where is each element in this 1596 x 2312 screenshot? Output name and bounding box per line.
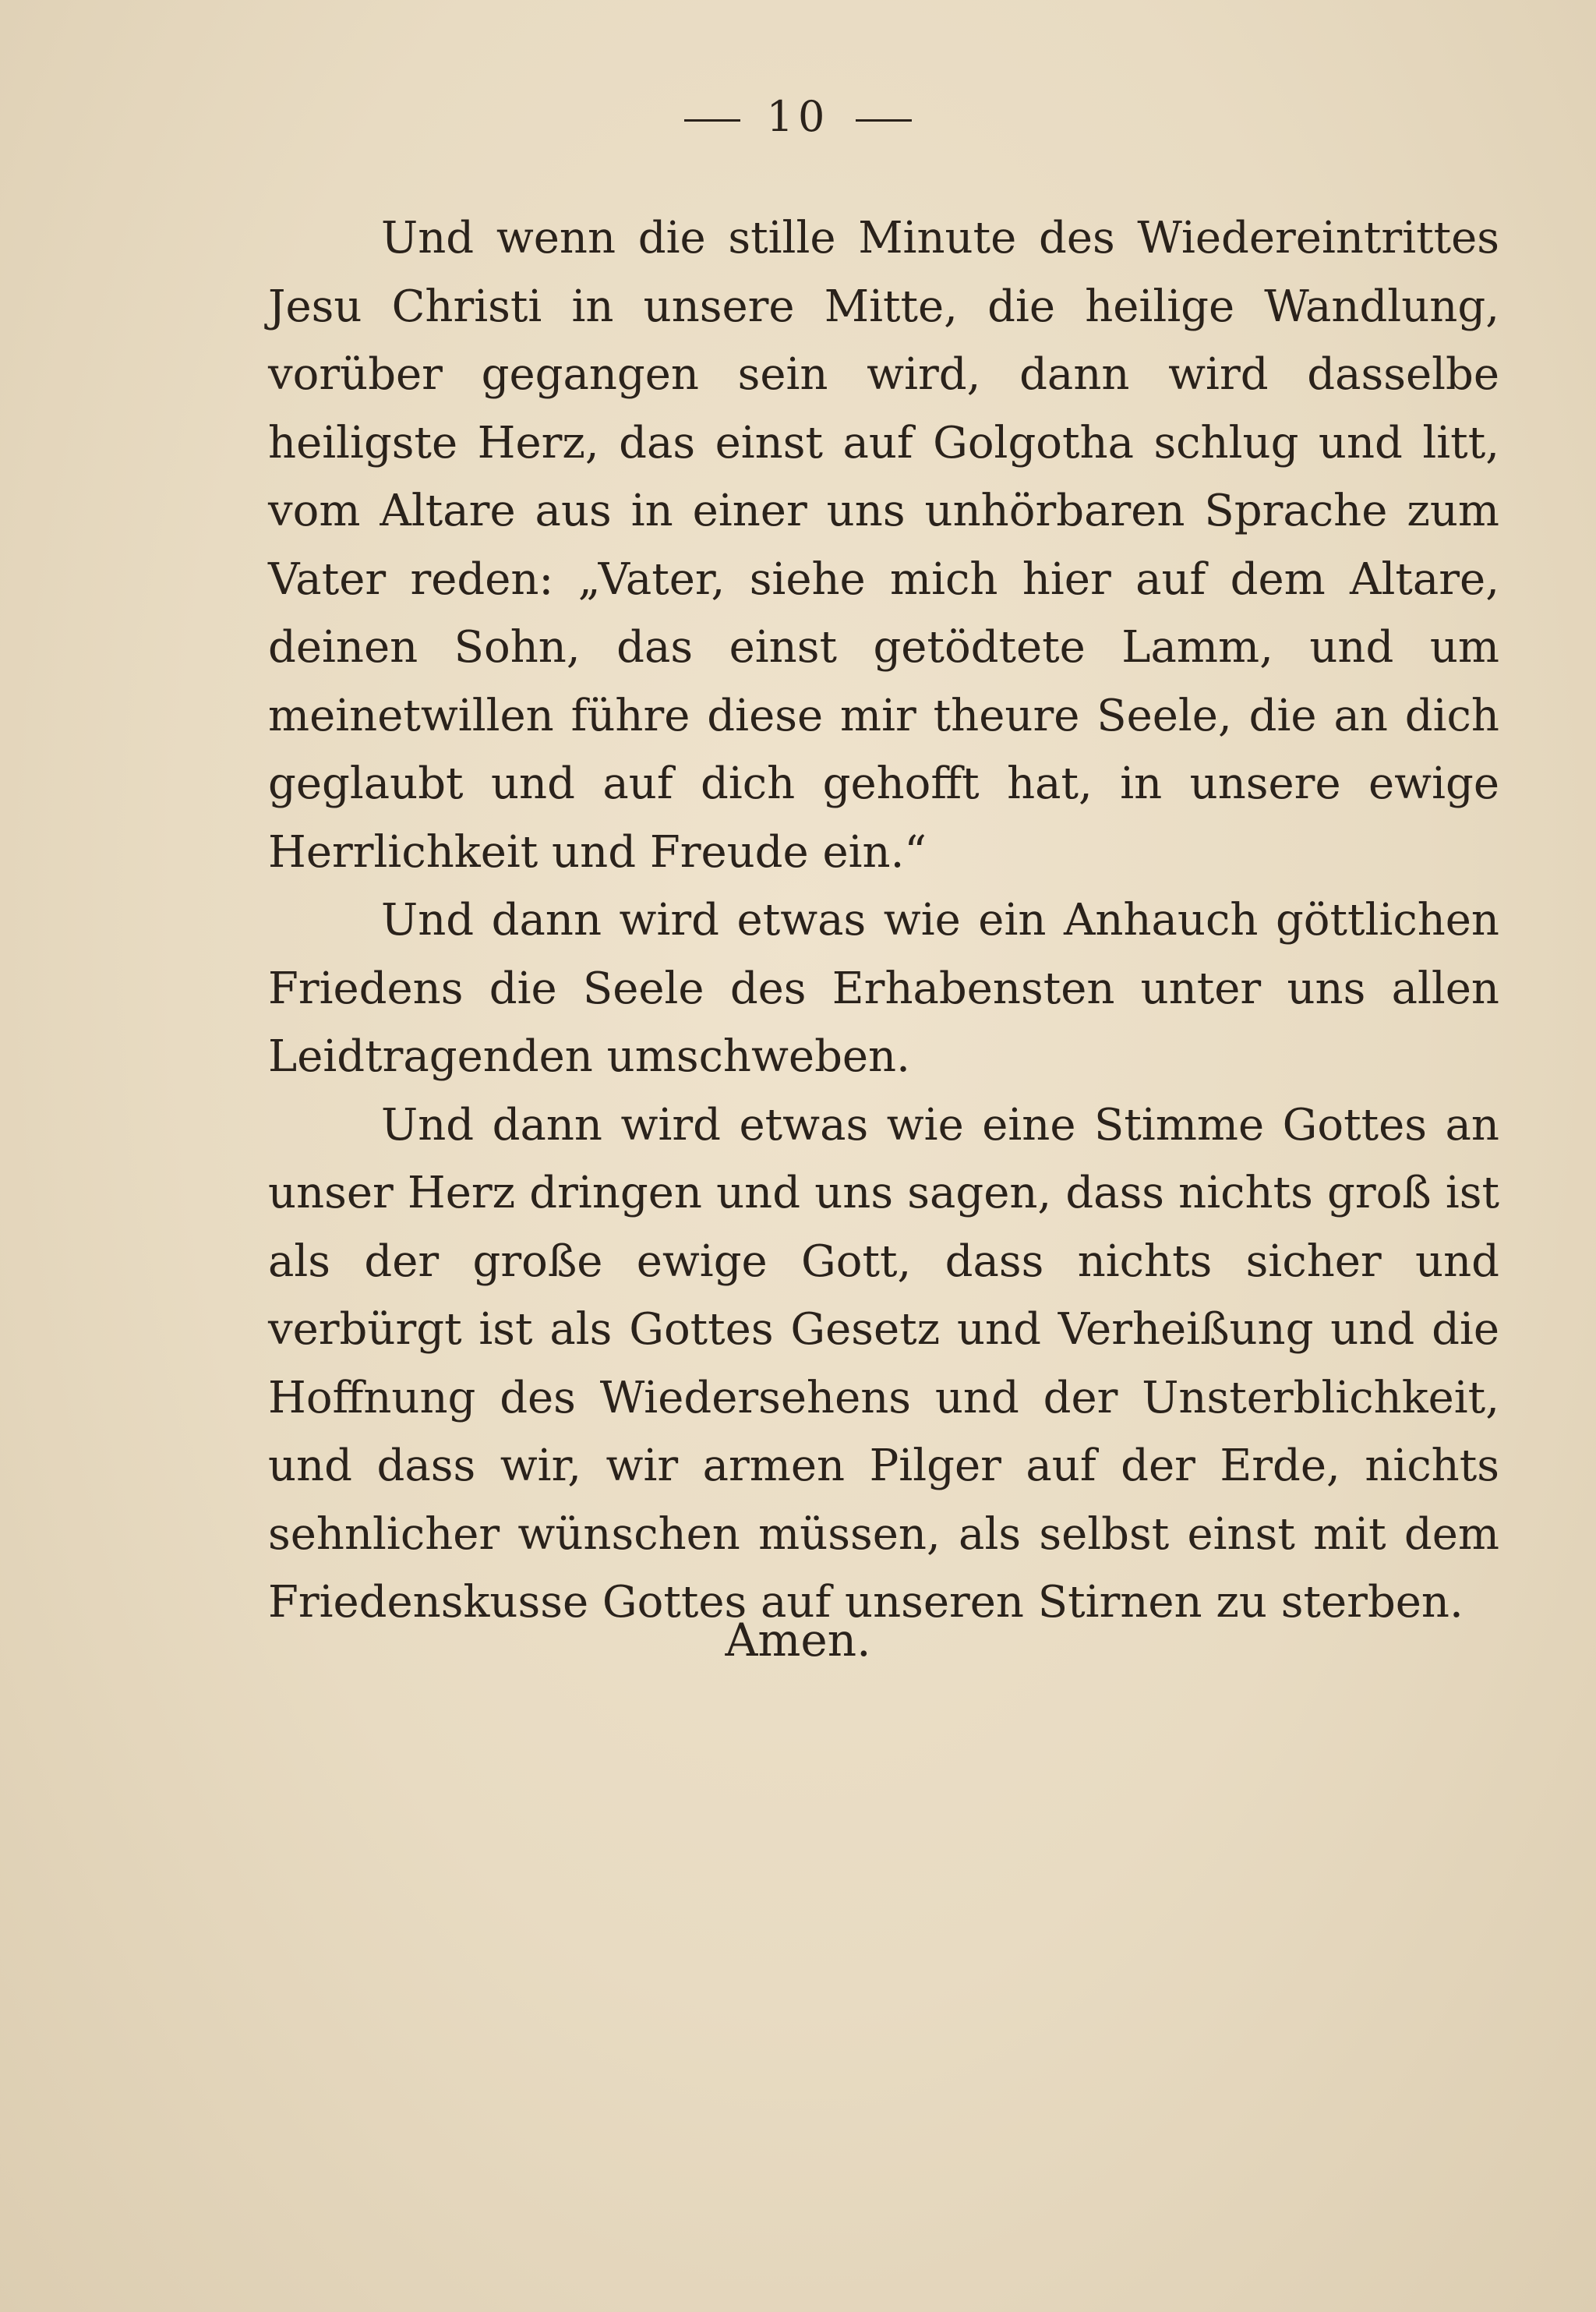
page-number: 10: [766, 92, 830, 141]
body-text: [268, 204, 1499, 1637]
header-dash-right: [856, 119, 912, 122]
paragraph-2: Und dann wird etwas wie ein Anhauch göttlichen Friedens die Seele des Erhabensten unter uns allen Leidtragenden umschweben.: [268, 895, 1499, 1082]
header-dash-left: [684, 119, 740, 122]
page-header: [0, 92, 1596, 141]
paragraph-3: Und dann wird etwas wie eine Stimme Gottes an unser Herz dringen und uns sagen, dass nichts groß ist als der große ewige Gott, dass nichts sicher und verbürgt ist als Gottes Gesetz und Verheißung und die Hoffnung des Wiedersehens und der Unsterblichkeit, und dass wir, wir armen Pilger auf der Erde, nichts sehnlicher wünschen müssen, als selbst einst mit dem Friedenskusse Gottes auf unseren Stirnen zu sterben.: [268, 1099, 1499, 1628]
closing-word: Amen.: [725, 1614, 871, 1667]
paragraph-1: Und wenn die stille Minute des Wiedereintrittes Jesu Christi in unsere Mitte, die heilige Wandlung, vorüber gegangen sein wird, dann wird dasselbe heiligste Herz, das einst auf Golgotha schlug und litt, vom Altare aus in einer uns unhörbaren Sprache zum Vater reden: „Vater, siehe mich hier auf dem Altare, deinen Sohn, das einst getödtete Lamm, und um meinetwillen führe diese mir theure Seele, die an dich geglaubt und auf dich gehofft hat, in unsere ewige Herrlichkeit und Freude ein.“: [268, 213, 1499, 878]
